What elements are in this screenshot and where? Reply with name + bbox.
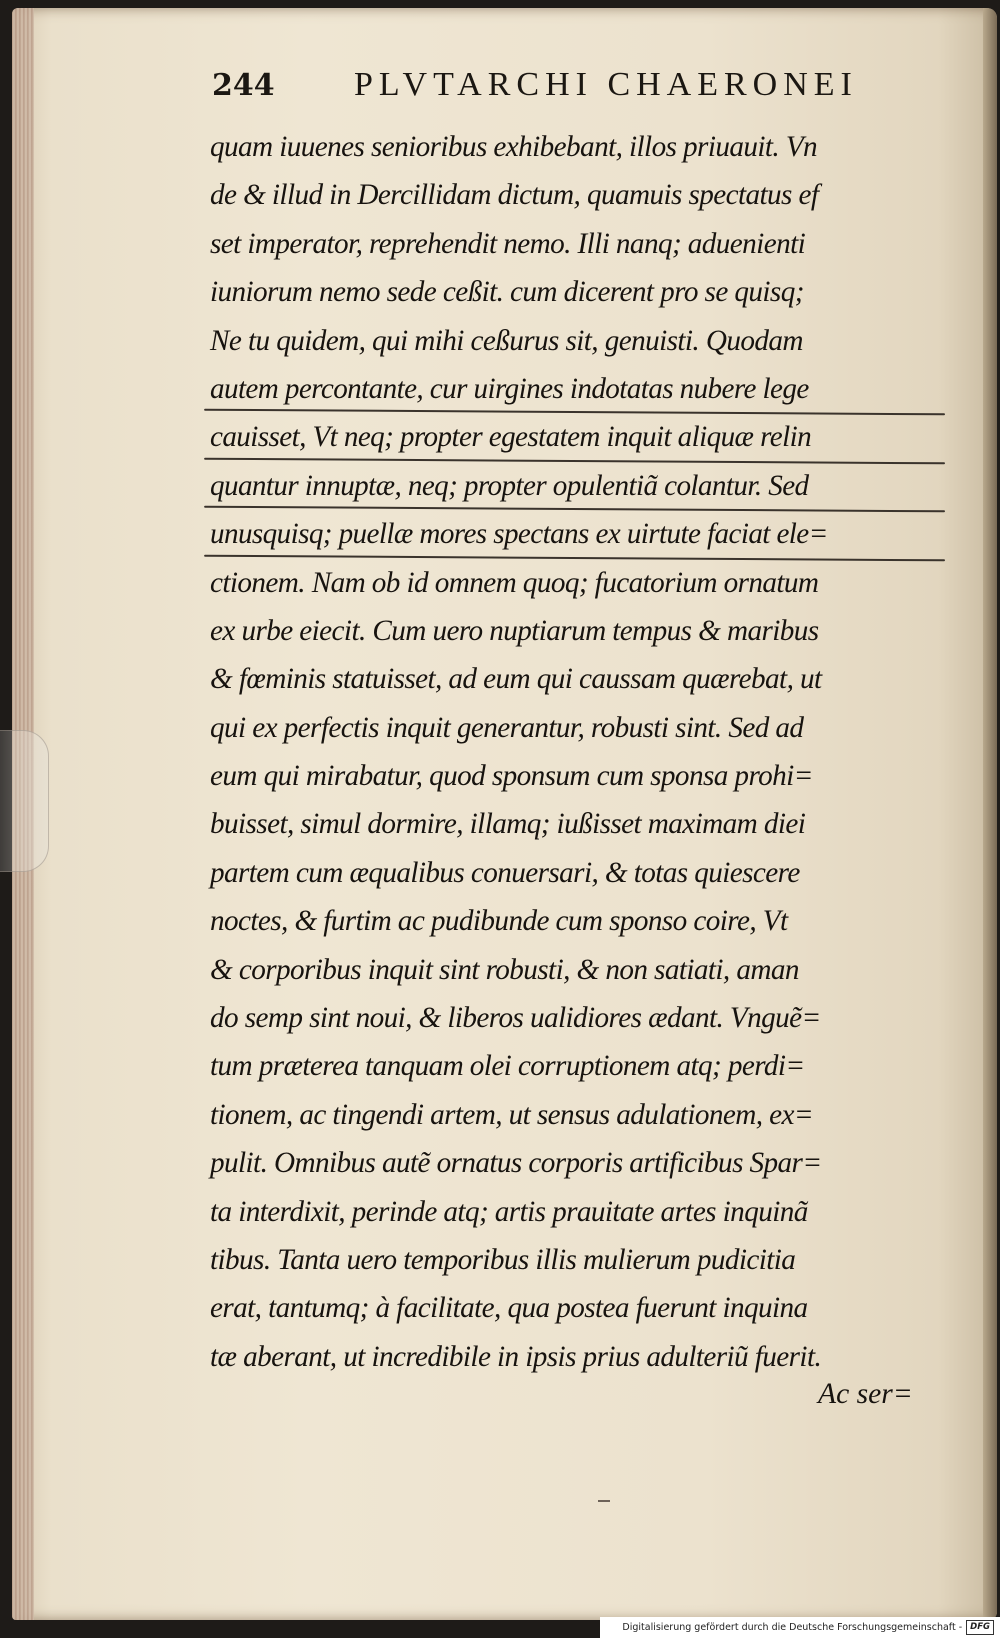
text-line: quam iuuenes senioribus exhibebant, illos priuauit. Vn bbox=[210, 131, 818, 163]
text-line: iuniorum nemo sede ceßit. cum dicerent pro se quisq; bbox=[210, 276, 804, 309]
text-line: & corporibus inquit sint robusti, & non satiati, aman bbox=[210, 953, 799, 986]
text-line: set imperator, reprehendit nemo. Illi nanq; aduenienti bbox=[210, 227, 806, 260]
page-header bbox=[212, 66, 952, 116]
digitization-credit bbox=[600, 1617, 1000, 1638]
text-line: de & illud in Dercillidam dictum, quamuis spectatus ef bbox=[210, 179, 819, 212]
text-line: pulit. Omnibus autẽ ornatus corporis artificibus Spar= bbox=[210, 1147, 822, 1180]
text-line: ta interdixit, perinde atq; artis prauitate artes inquinã bbox=[210, 1195, 808, 1228]
text-line: do semp sint noui, & liberos ualidiores ædant. Vnguẽ= bbox=[210, 1002, 821, 1035]
text-line: partem cum æqualibus conuersari, & totas quiescere bbox=[210, 856, 800, 889]
text-line-underlined: quantur innuptæ, neq; propter opulentiã colantur. Sed bbox=[210, 464, 943, 512]
page-clip bbox=[0, 730, 49, 872]
dfg-logo: DFG bbox=[966, 1620, 994, 1635]
text-line: qui ex perfectis inquit generantur, robusti sint. Sed ad bbox=[210, 711, 804, 744]
text-line: noctes, & furtim ac pudibunde cum sponso coire, Vt bbox=[210, 905, 788, 938]
catchword: Ac ser= bbox=[818, 1378, 913, 1410]
text-line: Ne tu quidem, qui mihi ceßurus sit, genuisti. Quodam bbox=[210, 324, 803, 357]
text-line: tum præterea tanquam olei corruptionem atq; perdi= bbox=[210, 1050, 805, 1083]
text-line: erat, tantumq; à facilitate, qua postea fuerunt inquina bbox=[210, 1292, 808, 1325]
text-line: tionem, ac tingendi artem, ut sensus adulationem, ex= bbox=[210, 1098, 813, 1131]
text-line: buisset, simul dormire, illamq; iußisset maximam diei bbox=[210, 808, 806, 841]
text-line: eum qui mirabatur, quod sponsum cum sponsa prohi= bbox=[210, 760, 813, 793]
credit-text: Digitalisierung gefördert durch die Deutsche Forschungsgemeinschaft - bbox=[622, 1622, 963, 1633]
text-line: tæ aberant, ut incredibile in ipsis prius adulteriũ fuerit. bbox=[210, 1340, 822, 1373]
printer-mark bbox=[598, 1500, 610, 1502]
text-line: & fœminis statuisset, ad eum qui caussam quærebat, ut bbox=[210, 663, 822, 696]
running-head: PLVTARCHI CHAERONEI bbox=[354, 66, 858, 103]
text-line-underlined: autem percontante, cur uirgines indotatas nubere lege bbox=[210, 367, 943, 415]
text-line: tibus. Tanta uero temporibus illis mulierum pudicitia bbox=[210, 1243, 796, 1276]
page-fore-edge bbox=[983, 8, 997, 1620]
text-line-underlined: unusquisq; puellæ mores spectans ex uirtute faciat ele= bbox=[210, 512, 943, 560]
page-number: 244 bbox=[212, 68, 275, 103]
text-line: ctionem. Nam ob id omnem quoq; fucatorium ornatum bbox=[210, 566, 819, 599]
text-line: ex urbe eiecit. Cum uero nuptiarum tempus & maribus bbox=[210, 614, 819, 647]
text-line-underlined: cauisset, Vt neq; propter egestatem inquit aliquæ relin bbox=[210, 415, 943, 463]
body-text bbox=[210, 125, 955, 1383]
